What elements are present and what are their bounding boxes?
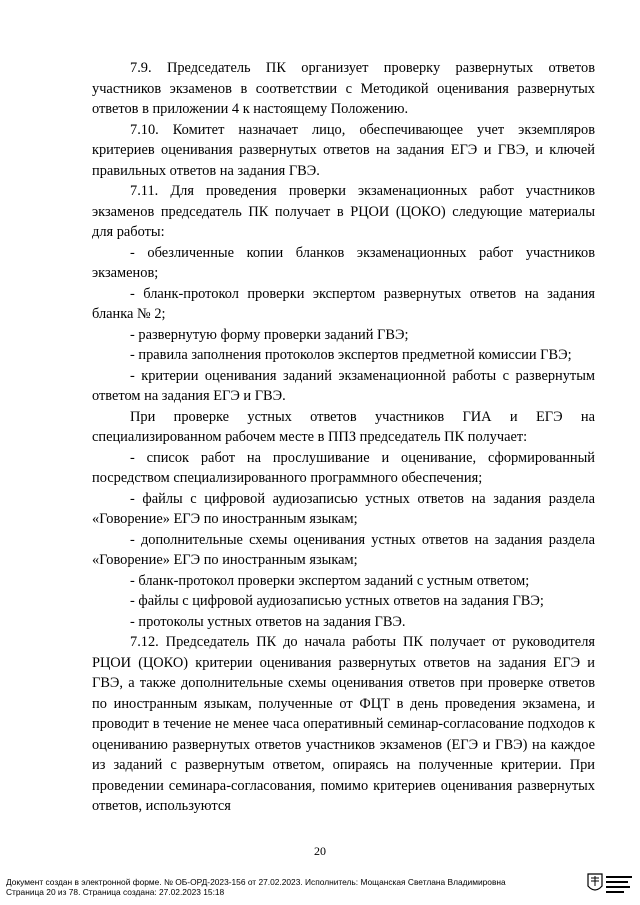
paragraph: 7.9. Председатель ПК организует проверку развернутых ответов участников экзаменов в соответствии с Методикой оценивания развернутых ответов в приложении 4 к настоящему Положению. — [92, 60, 595, 117]
paragraph: При проверке устных ответов участников ГИА и ЕГЭ на специализированном рабочем месте в ППЗ председатель ПК получает: — [92, 408, 595, 445]
document-body — [92, 58, 595, 817]
paragraph: - бланк-протокол проверки экспертом заданий с устным ответом; — [130, 572, 530, 589]
paragraph: - бланк-протокол проверки экспертом развернутых ответов на задания бланка № 2; — [92, 285, 595, 322]
paragraph: - правила заполнения протоколов экспертов предметной комиссии ГВЭ; — [130, 347, 572, 363]
coat-of-arms-icon — [582, 870, 636, 900]
paragraph: 7.12. Председатель ПК до начала работы ПК получает от руководителя РЦОИ (ЦОКО) критерии оценивания развернутых ответов на задания ЕГЭ и ГВЭ, а также дополнительные схемы оценивания ответов при проверке ответов по иностранным языкам, полученные от ФЦТ в день проведения экзамена, и проводит в течение не менее часа оперативный семинар-согласование подходов к оцениванию развернутых ответов участников экзаменов (ЕГЭ и ГВЭ) на каждое из заданий с развернутым ответом, опираясь на полученные критерии. При проведении семинара-согласования, помимо критериев оценивания развернутых ответов, используются — [92, 634, 595, 814]
paragraph: - файлы с цифровой аудиозаписью устных ответов на задания раздела «Говорение» ЕГЭ по иностранным языкам; — [92, 490, 595, 527]
document-footer — [6, 877, 566, 897]
paragraph: - дополнительные схемы оценивания устных ответов на задания раздела «Говорение» ЕГЭ по иностранным языкам; — [92, 531, 595, 568]
page-number: 20 — [314, 844, 326, 858]
paragraph: - развернутую форму проверки заданий ГВЭ; — [130, 326, 409, 343]
paragraph: - обезличенные копии бланков экзаменационных работ участников экзаменов; — [92, 244, 595, 281]
paragraph: 7.11. Для проведения проверки экзаменационных работ участников экзаменов председатель ПК получает в РЦОИ (ЦОКО) следующие материалы для работы: — [92, 183, 595, 240]
paragraph: - список работ на прослушивание и оценивание, сформированный посредством специализированного программного обеспечения; — [92, 449, 595, 486]
paragraph: - протоколы устных ответов на задания ГВЭ. — [130, 613, 406, 630]
paragraph: 7.10. Комитет назначает лицо, обеспечивающее учет экземпляров критериев оценивания развернутых ответов на задания ЕГЭ и ГВЭ, и ключей правильных ответов на задания ГВЭ. — [92, 121, 595, 179]
footer-line-1: Документ создан в электронной форме. № ОБ-ОРД-2023-156 от 27.02.2023. Исполнитель: Мощанская Светлана Владимировна — [6, 877, 506, 887]
paragraph: - файлы с цифровой аудиозаписью устных ответов на задания ГВЭ; — [130, 593, 544, 609]
footer-line-2: Страница 20 из 78. Страница создана: 27.02.2023 15:18 — [6, 887, 225, 897]
paragraph: - критерии оценивания заданий экзаменационной работы с развернутым ответом на задания ЕГЭ и ГВЭ. — [92, 367, 595, 404]
